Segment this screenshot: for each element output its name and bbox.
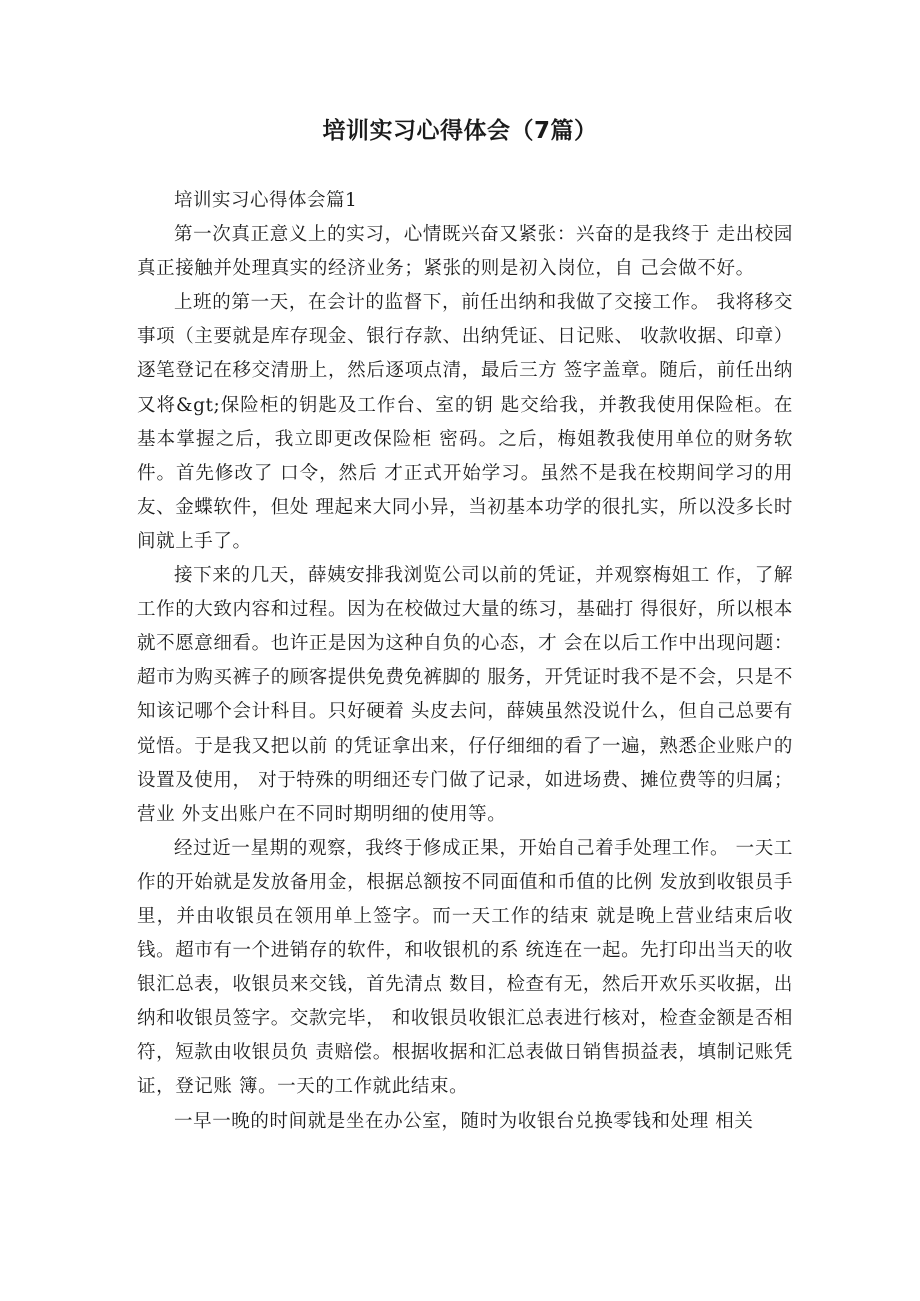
paragraph-5: 一早一晚的时间就是坐在办公室，随时为收银台兑换零钱和处理 相关 (174, 1110, 754, 1132)
section-heading: 培训实习心得体会篇1 (174, 190, 358, 211)
document-title: 培训实习心得体会（7篇） (322, 118, 598, 144)
paragraph-3: 接下来的几天，薛姨安排我浏览公司以前的凭证，并观察梅姐工 作，了解工作的大致内容和过程。因为在校做过大量的练习，基础打 得很好，所以根本就不愿意细看。也许正是因为这种自负的心态，才 会在以后工作中出现问题：超市为购买裤子的顾客提供免费免裤脚的 服务，开凭证时我不是不会，只是不知该记哪个会计科目。只好硬着 头皮去问，薛姨虽然没说什么，但自己总要有觉悟。于是我又把以前 的凭证拿出来，仔仔细细的看了一遍，熟悉企业账户的设置及使用， 对于特殊的明细还专门做了记录，如进场费、摊位费等的归属；营业 外支出账户在不同时期明细的使用等。 (137, 565, 793, 825)
paragraph-1: 第一次真正意义上的实习，心情既兴奋又紧张：兴奋的是我终于 走出校园真正接触并处理真实的经济业务；紧张的则是初入岗位，自 己会做不好。 (137, 224, 793, 280)
paragraph-2: 上班的第一天，在会计的监督下，前任出纳和我做了交接工作。 我将移交事项（主要就是库存现金、银行存款、出纳凭证、日记账、 收款收据、印章）逐笔登记在移交清册上，然后逐项点清，最后三方 签字盖章。随后，前任出纳又将&gt;保险柜的钥匙及工作台、室的钥 匙交给我，并教我使用保险柜。在基本掌握之后，我立即更改保险柜 密码。之后，梅姐教我使用单位的财务软件。首先修改了 口令，然后 才正式开始学习。虽然不是我在校期间学习的用友、金蝶软件，但处 理起来大同小异，当初基本功学的很扎实，所以没多长时间就上手了。 (137, 292, 793, 552)
paragraph-4: 经过近一星期的观察，我终于修成正果，开始自己着手处理工作。 一天工作的开始就是发放备用金，根据总额按不同面值和币值的比例 发放到收银员手里，并由收银员在领用单上签字。而一天工作的结束 就是晚上营业结束后收钱。超市有一个进销存的软件，和收银机的系 统连在一起。先打印出当天的收银汇总表，收银员来交钱，首先清点 数目，检查有无，然后开欢乐买收据，出纳和收银员签字。交款完毕， 和收银员收银汇总表进行核对，检查金额是否相符，短款由收银员负 责赔偿。根据收据和汇总表做日销售损益表，填制记账凭证，登记账 簿。一天的工作就此结束。 (137, 837, 793, 1098)
document-body (137, 184, 793, 1139)
